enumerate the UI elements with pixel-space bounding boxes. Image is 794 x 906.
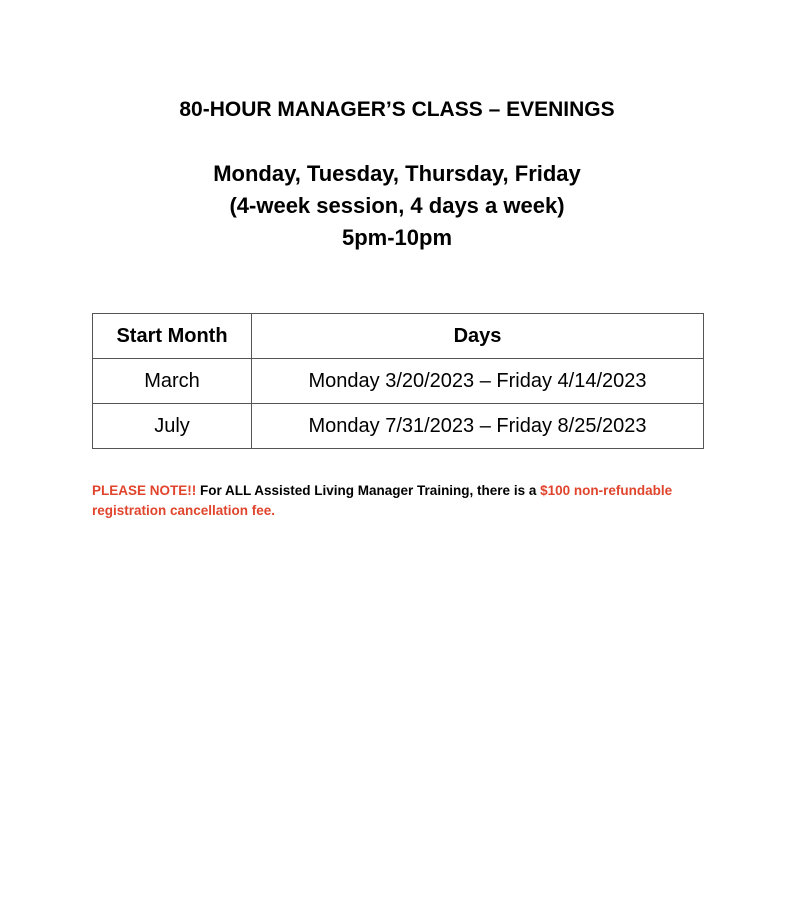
note-fee: $100 non-refundable registration cancellation fee. [92, 483, 673, 518]
schedule-block [0, 158, 794, 254]
cell-month: March [93, 359, 252, 404]
schedule-time: 5pm-10pm [341, 225, 453, 250]
header-start-month: Start Month [93, 314, 252, 359]
header-days: Days [252, 314, 704, 359]
fee-note [92, 481, 712, 521]
note-prefix: PLEASE NOTE!! [92, 483, 197, 498]
table-row [93, 359, 704, 404]
schedule-session: (4-week session, 4 days a week) [229, 193, 565, 218]
table-row [93, 404, 704, 449]
note-body: For ALL Assisted Living Manager Training, there is a [196, 483, 541, 498]
page-title: 80-HOUR MANAGER’S CLASS – EVENINGS [179, 98, 615, 121]
cell-days: Monday 7/31/2023 – Friday 8/25/2023 [252, 404, 704, 449]
schedule-days: Monday, Tuesday, Thursday, Friday [213, 161, 581, 186]
cell-month: July [93, 404, 252, 449]
cell-days: Monday 3/20/2023 – Friday 4/14/2023 [252, 359, 704, 404]
table-header-row [93, 314, 704, 359]
sessions-table [92, 313, 704, 449]
